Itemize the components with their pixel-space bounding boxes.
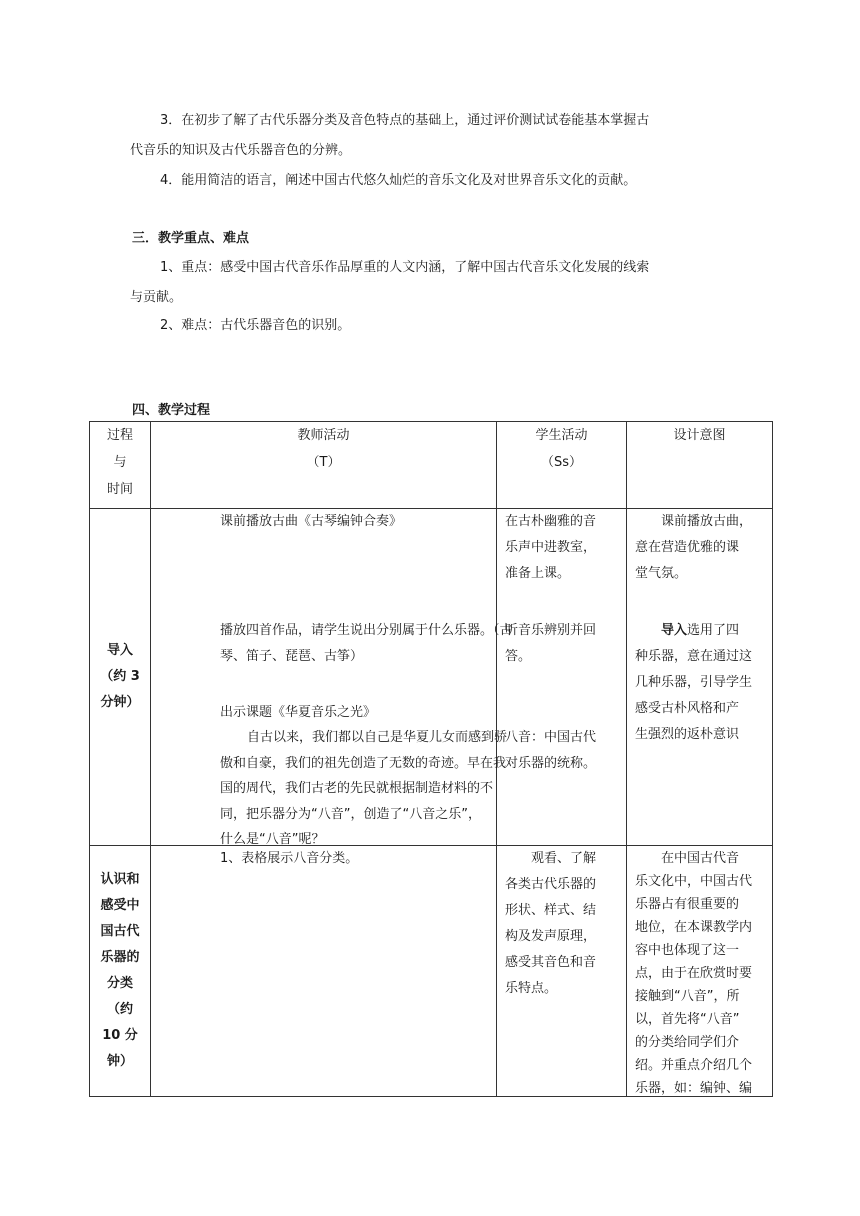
- design-line: [661, 618, 772, 644]
- stage-duration: （约 3: [100, 669, 140, 684]
- design-intent-cell: [627, 846, 773, 1097]
- design-line: 容中也体现了这一: [635, 943, 740, 958]
- design-line: 意在营造优雅的课: [635, 540, 740, 555]
- stage-label: 感受中: [100, 898, 140, 913]
- teacher-line: 出示课题《华夏音乐之光》: [220, 705, 377, 720]
- student-line: 乐特点。: [505, 981, 558, 996]
- teacher-line: 播放四首作品，请学生说出分别属于什么乐器。（古: [220, 623, 513, 638]
- stage-label: 分类: [106, 976, 133, 991]
- student-line: 对乐器的统称。: [505, 756, 597, 771]
- header-and-label: 与: [113, 455, 127, 470]
- design-line: 乐器，如：编钟、编: [635, 1081, 753, 1096]
- section-4-heading: 四、教学过程: [132, 403, 211, 418]
- teaching-process-table: [89, 421, 773, 1097]
- header-design-intent: 设计意图: [627, 422, 773, 509]
- teacher-line: 国的周代，我们古老的先民就根据制造材料的不: [220, 781, 494, 796]
- design-line: 乐器占有很重要的: [635, 897, 740, 912]
- header-student-activity: [497, 422, 627, 509]
- header-student-label: 学生活动: [535, 428, 588, 443]
- design-line: 感受古朴风格和产: [635, 701, 740, 716]
- section-3-heading: 三．教学重点、难点: [132, 231, 250, 246]
- header-student-code: （Ss）: [540, 455, 583, 470]
- design-line: 生强烈的返朴意识: [635, 727, 740, 742]
- teacher-line: 什么是“八音”呢？: [220, 832, 325, 847]
- design-line: 种乐器，意在通过这: [635, 649, 753, 664]
- design-line: 课前播放古曲，: [661, 514, 753, 529]
- teacher-activity-cell: [151, 509, 513, 847]
- header-teacher-code: （T）: [306, 455, 341, 470]
- table-row: [90, 509, 773, 846]
- student-line: 各类古代乐器的: [505, 877, 597, 892]
- student-line: 准备上课。: [505, 566, 571, 581]
- difficulty-point: 2、难点：古代乐器音色的识别。: [160, 318, 351, 333]
- table-row: [90, 846, 773, 1097]
- student-line: 感受其音色和音: [505, 955, 597, 970]
- student-activity-cell: [497, 846, 627, 1097]
- stage-duration-unit: 钟）: [106, 1054, 133, 1069]
- teacher-line: 傲和自豪，我们的祖先创造了无数的奇迹。早在我: [220, 756, 507, 771]
- design-line: 地位，在本课教学内: [635, 920, 753, 935]
- design-line-rest: 选用了四: [687, 623, 740, 638]
- stage-label: 认识和: [100, 872, 140, 887]
- design-line: 乐文化中，中国古代: [635, 874, 753, 889]
- key-point-line-1: 1、重点：感受中国古代音乐作品厚重的人文内涵，了解中国古代音乐文化发展的线索: [160, 260, 650, 275]
- header-teacher-activity: [151, 422, 497, 509]
- goal-3-line-1: 3．在初步了解了古代乐器分类及音色特点的基础上，通过评价测试试卷能基本掌握古: [160, 113, 650, 128]
- design-line: 堂气氛。: [635, 566, 688, 581]
- teacher-line: 琴、笛子、琵琶、古筝）: [220, 649, 364, 664]
- teacher-line: 同，把乐器分为“八音”，创造了“八音之乐”，: [220, 807, 481, 822]
- student-line: 在古朴幽雅的音: [505, 514, 597, 529]
- design-line: 点，由于在欣赏时要: [635, 966, 753, 981]
- key-point-line-2: 与贡献。: [130, 290, 183, 305]
- student-activity-cell: [497, 509, 627, 846]
- student-line: 乐声中进教室，: [505, 540, 597, 555]
- stage-label: 导入: [106, 643, 133, 658]
- design-line: 接触到“八音”，所: [635, 989, 740, 1004]
- stage-label: 乐器的: [100, 950, 140, 965]
- student-line: 听音乐辨别并回: [505, 623, 597, 638]
- design-line: 的分类给同学们介: [635, 1035, 740, 1050]
- design-line: 绍。并重点介绍几个: [635, 1058, 753, 1073]
- stage-label: 国古代: [100, 924, 140, 939]
- stage-intro: [90, 509, 151, 846]
- goal-3-line-2: 代音乐的知识及古代乐器音色的分辨。: [130, 143, 352, 158]
- student-line: 构及发声原理，: [505, 929, 597, 944]
- table-header-row: [90, 422, 773, 509]
- teacher-line: 自古以来，我们都以自己是华夏儿女而感到骄: [247, 730, 508, 745]
- stage-duration: （约: [106, 1002, 133, 1017]
- design-keyword: 导入: [661, 623, 688, 638]
- stage-instrument-classification: [90, 846, 151, 1097]
- header-time-label: 时间: [106, 482, 133, 497]
- design-line: 以，首先将“八音”: [635, 1012, 740, 1027]
- design-line: 几种乐器，引导学生: [635, 675, 753, 690]
- goal-4: 4．能用简洁的语言，阐述中国古代悠久灿烂的音乐文化及对世界音乐文化的贡献。: [160, 173, 637, 188]
- header-process-time: [90, 422, 151, 509]
- stage-duration: 10 分: [102, 1028, 138, 1043]
- design-intent-cell: [627, 509, 773, 846]
- stage-duration-unit: 分钟）: [100, 695, 140, 710]
- student-line: 观看、了解: [531, 851, 597, 866]
- student-line: 答。: [505, 649, 532, 664]
- header-teacher-label: 教师活动: [297, 428, 350, 443]
- header-process-label: 过程: [106, 428, 133, 443]
- student-line: 形状、样式、结: [505, 903, 597, 918]
- teacher-line: 课前播放古曲《古琴编钟合奏》: [220, 514, 403, 529]
- teacher-activity-cell: [151, 846, 497, 1097]
- design-line: 在中国古代音: [661, 851, 740, 866]
- student-line: 八音：中国古代: [505, 730, 597, 745]
- teacher-line: 1、表格展示八音分类。: [220, 851, 359, 866]
